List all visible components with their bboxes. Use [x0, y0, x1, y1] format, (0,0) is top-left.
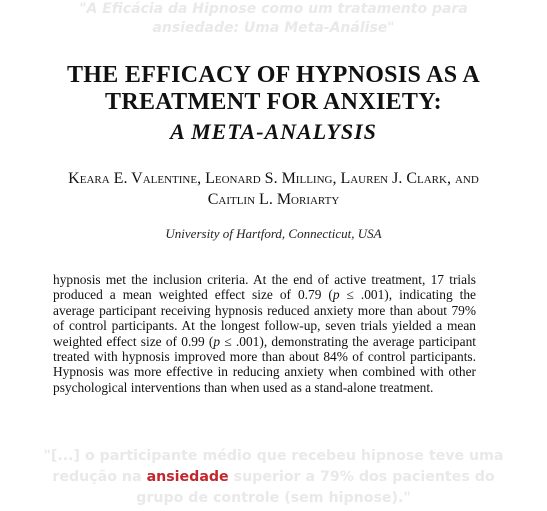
paper-title: [0, 62, 547, 116]
overlay-top-line-1: "A Eficácia da Hipnose como um tratamento para: [79, 1, 468, 17]
portuguese-quote-overlay: [0, 446, 547, 509]
quote-part-1: "[...] o participante médio que recebeu hipnose teve uma redução na: [43, 448, 504, 485]
p-value-symbol-2: p: [213, 333, 221, 349]
quote-highlight-ansiedade: ansiedade: [146, 469, 229, 485]
affiliation: University of Hartford, Connecticut, USA: [165, 226, 382, 241]
title-line-2: TREATMENT FOR ANXIETY:: [105, 89, 442, 115]
abstract-text-1: hypnosis met the inclusion criteria. At the end of active treatment, 17 trials produced a mean weighted effect size of 0.79 (: [53, 272, 476, 303]
paper-subtitle: A META-ANALYSIS: [170, 119, 377, 144]
overlay-top-line-2: ansiedade: Uma Meta-Análise": [152, 20, 395, 36]
abstract-excerpt: [53, 272, 476, 395]
abstract-text-3: ≤ .001), demonstrating the average participant treated with hypnosis improved more than about 84% of control participants. Hypnosis was more effective in reducing anxiety when combined with other psychological interventions than when used as a stand-alone treatment.: [53, 333, 476, 395]
abstract-text-2: ≤ .001), indicating the average participant receiving hypnosis reduced anxiety more than about 79% of control participants. At the longest follow-up, seven trials yielded a mean weighted effect size of 0.99 (: [53, 287, 476, 349]
quote-part-2: superior a 79% dos pacientes do grupo de controle (sem hipnose).": [136, 469, 495, 506]
portuguese-title-overlay: [0, 0, 547, 38]
authors-line-1: Keara E. Valentine, Leonard S. Milling, Lauren J. Clark, and: [68, 170, 479, 187]
p-value-symbol-1: p: [332, 287, 340, 303]
title-line-1: THE EFFICACY OF HYPNOSIS AS A: [67, 62, 480, 88]
authors: [18, 168, 529, 210]
cropped-text-fragment: [52, 262, 477, 272]
authors-line-2: Caitlin L. Moriarty: [207, 191, 340, 208]
